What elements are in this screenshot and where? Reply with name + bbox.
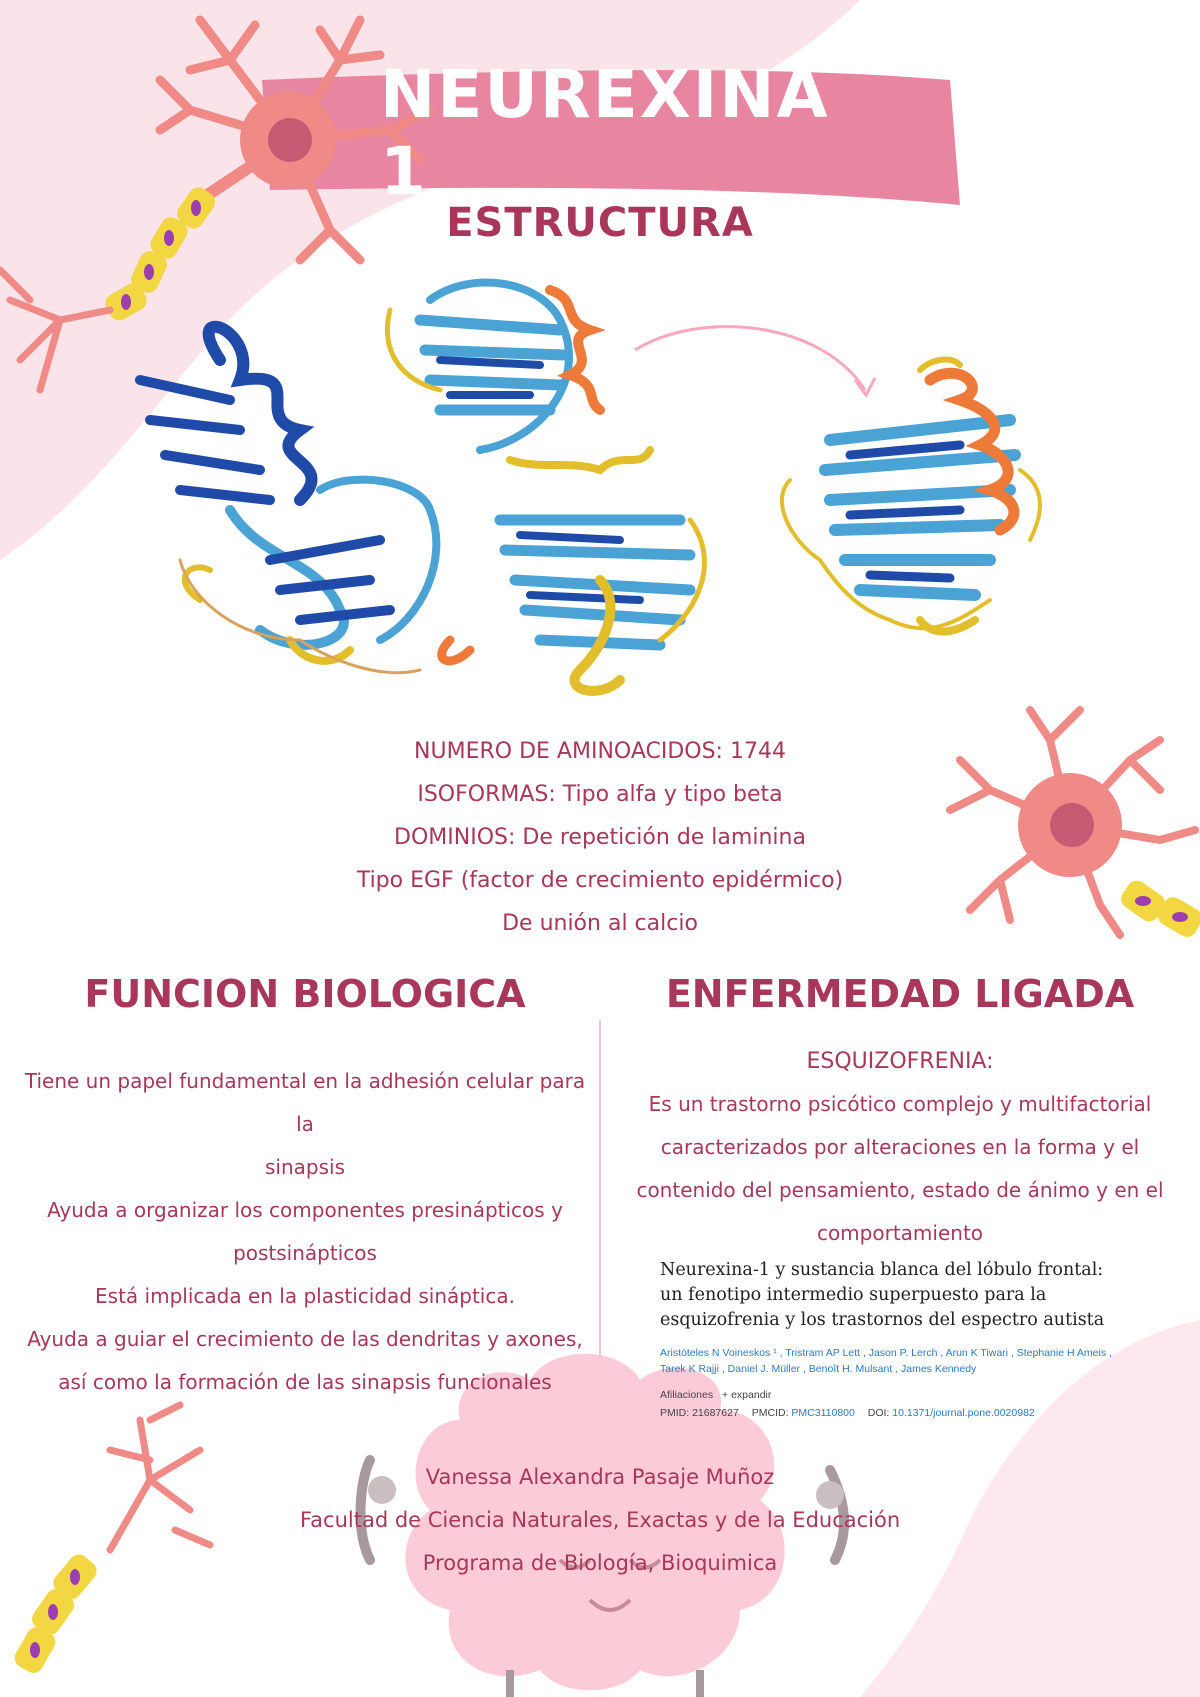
faculty: Facultad de Ciencia Naturales, Exactas y de la Educación xyxy=(300,1508,901,1532)
neuron-bottom-left xyxy=(11,1405,210,1677)
axon-right xyxy=(1117,877,1200,941)
amino-acid-count: NUMERO DE AMINOACIDOS: 1744 xyxy=(414,739,786,764)
disease-line: contenido del pensamiento, estado de ánimo y en el xyxy=(636,1178,1164,1202)
isoforms: ISOFORMAS: Tipo alfa y tipo beta xyxy=(417,782,783,807)
reference-affiliations xyxy=(660,1387,1130,1403)
function-line: sinapsis xyxy=(265,1155,345,1179)
function-line: postsinápticos xyxy=(233,1241,377,1265)
affiliations-label: Afiliaciones xyxy=(660,1389,714,1401)
function-line: Ayuda a guiar el crecimiento de las dendritas y axones, xyxy=(27,1327,583,1351)
disease-heading: ENFERMEDAD LIGADA xyxy=(665,972,1135,1016)
function-line: así como la formación de las sinapsis funcionales xyxy=(58,1370,552,1394)
reference-identifiers xyxy=(660,1405,1130,1421)
disease-line: caracterizados por alteraciones en la forma y el xyxy=(660,1135,1140,1159)
domain-calcium: De unión al calcio xyxy=(502,911,698,936)
disease-line: Es un trastorno psicótico complejo y multifactorial xyxy=(648,1092,1152,1116)
function-line: Está implicada en la plasticidad sináptica. xyxy=(95,1284,515,1308)
structure-heading: ESTRUCTURA xyxy=(446,200,754,246)
protein-structure-domain xyxy=(782,360,1040,632)
disease-line: comportamiento xyxy=(816,1221,984,1245)
authors-line[interactable]: Aristóteles N Voineskos ¹ , Tristram AP Lett , Jason P. Lerch , Arun K Tiwari , Stephanie H Ameis , xyxy=(660,1347,1112,1359)
expand-button[interactable]: + expandir xyxy=(722,1389,772,1401)
pmcid-label: PMCID: xyxy=(751,1407,789,1419)
disease-text xyxy=(620,1040,1180,1255)
author-footer xyxy=(300,1456,900,1585)
author-name: Vanessa Alexandra Pasaje Muñoz xyxy=(425,1465,775,1489)
structure-info xyxy=(300,730,900,945)
disease-name: ESQUIZOFRENIA: xyxy=(806,1049,994,1074)
pmid-label: PMID: xyxy=(660,1407,690,1419)
function-heading: FUNCION BIOLOGICA xyxy=(84,972,526,1016)
function-text xyxy=(15,1060,595,1404)
program: Programa de Biología, Bioquimica xyxy=(422,1551,778,1575)
function-line: Ayuda a organizar los componentes presinápticos y xyxy=(47,1198,563,1222)
structure-arrow xyxy=(635,327,865,390)
doi-label: DOI: xyxy=(867,1407,890,1419)
reference-citation xyxy=(660,1258,1130,1421)
domains: DOMINIOS: De repetición de laminina xyxy=(394,825,806,850)
pmid-value: 21687627 xyxy=(692,1407,739,1419)
domain-egf: Tipo EGF (factor de crecimiento epidérmico) xyxy=(356,868,844,893)
reference-title[interactable]: Neurexina-1 y sustancia blanca del lóbulo frontal: un fenotipo intermedio superpuesto para la esquizofrenia y los trastornos del espectro autista xyxy=(660,1260,1105,1330)
reference-authors xyxy=(660,1345,1130,1377)
pmcid-link[interactable]: PMC3110800 xyxy=(791,1407,855,1419)
function-line: Tiene un papel fundamental en la adhesión celular para la xyxy=(24,1069,586,1136)
column-divider xyxy=(599,1020,601,1360)
doi-link[interactable]: 10.1371/journal.pone.0020982 xyxy=(892,1407,1035,1419)
authors-line[interactable]: Tarek K Rajji , Daniel J. Müller , Benoît H. Mulsant , James Kennedy xyxy=(660,1363,977,1375)
page-title: NEUREXINA 1 xyxy=(380,56,830,210)
protein-structure-large xyxy=(140,283,704,691)
